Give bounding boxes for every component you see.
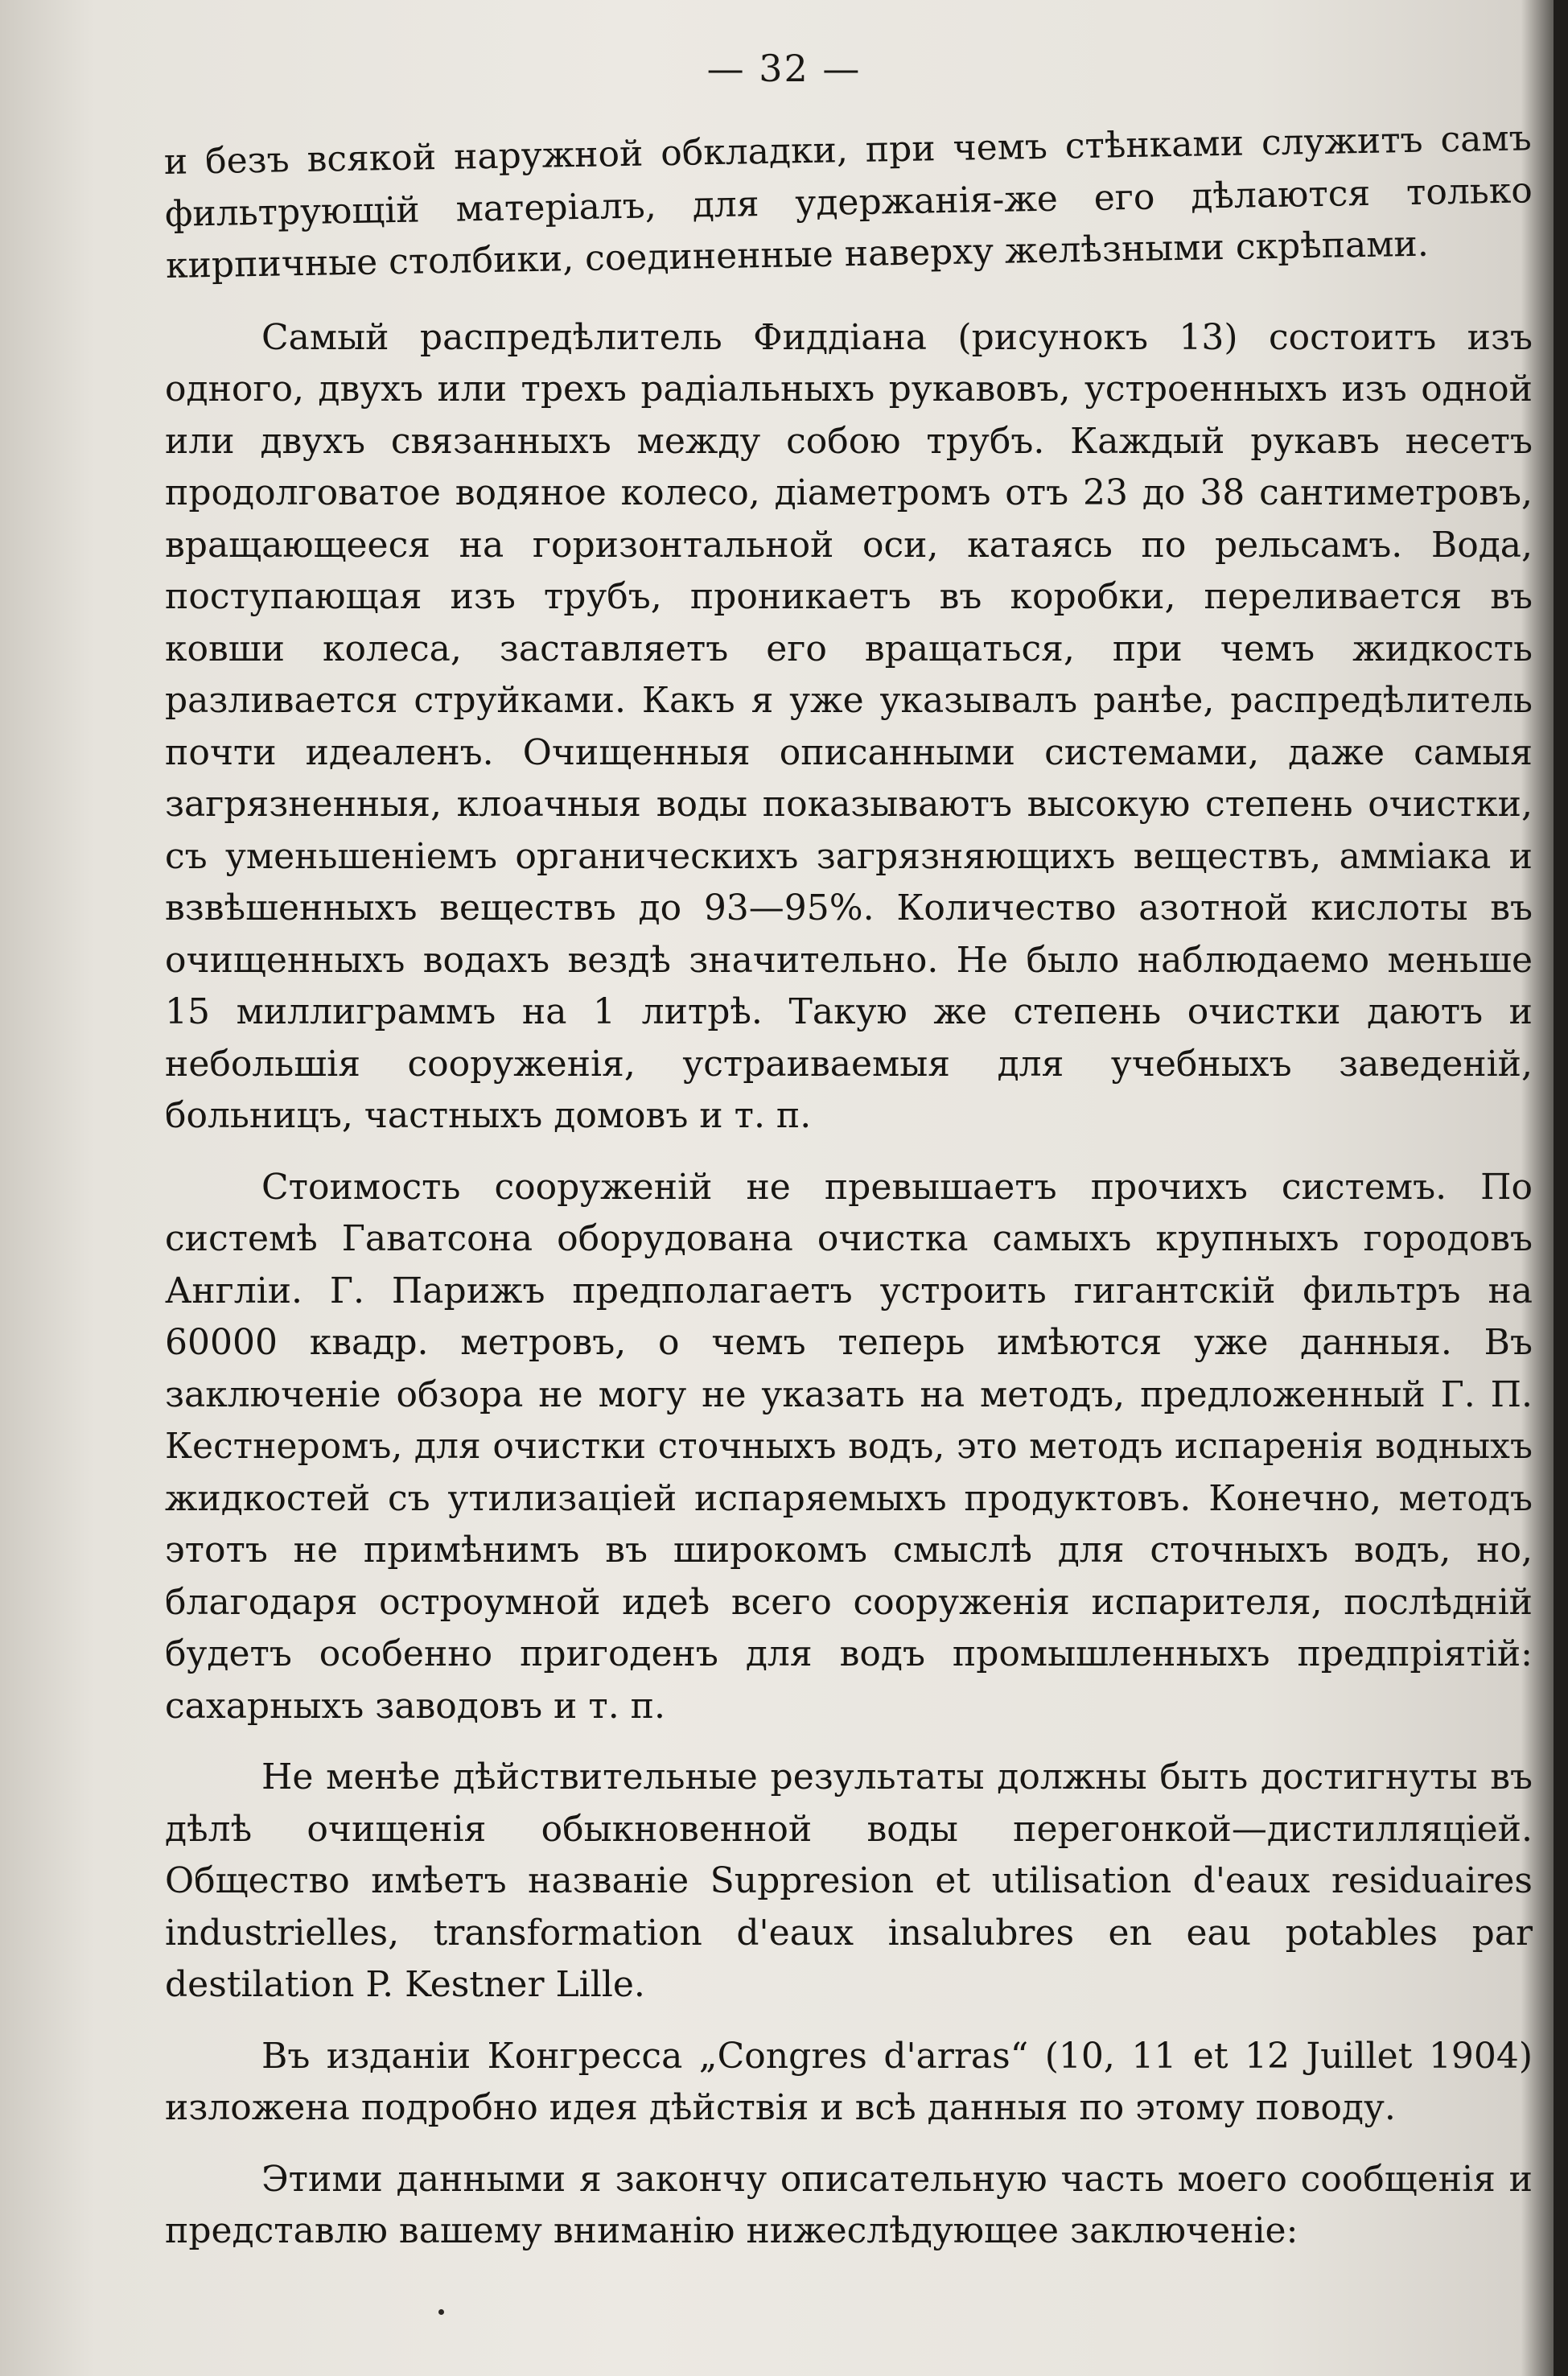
ink-speck (438, 2309, 444, 2315)
paragraph-1: и безъ всякой наружной обкладки, при чемъ стѣнками служитъ самъ фильтрующiй матерiалъ, для удержанiя-же его дѣлаются только кирпичные столбики, соединенные наверху желѣзными скрѣпами. (163, 117, 1533, 286)
page-edge-shadow (1554, 0, 1568, 2376)
paragraph-6: Этими данными я закончу описательную часть моего сообщенiя и представлю вашему вниманiю нижеслѣдующее заключенiе: (165, 2158, 1533, 2251)
paragraph-4: Не менѣе дѣйствительные результаты должны быть достигнуты въ дѣлѣ очищенiя обыкновенной воды перегонкой—дистилляцiей. Общество имѣетъ названiе Suppresion et utilisation d'eaux residuaires industrielles, transformation d'eaux insalubres en eau potables par destilation P. Kestner Lille. (165, 1756, 1533, 2005)
paragraph-2: Самый распредѣлитель Фиддiана (рисунокъ 13) состоитъ изъ одного, двухъ или трехъ радiальныхъ рукавовъ, устроенныхъ изъ одной или двухъ связанныхъ между собою трубъ. Каждый рукавъ несетъ продолговатое водяное колесо, дiаметромъ отъ 23 до 38 сантиметровъ, вращающееся на горизонтальной оси, катаясь по рельсамъ. Вода, поступающая изъ трубъ, проникаетъ въ коробки, переливается въ ковши колеса, заставляетъ его вращаться, при чемъ жидкость разливается струйками. Какъ я уже указывалъ ранѣе, распредѣлитель почти идеаленъ. Очищенныя описанными системами, даже самыя загрязненныя, клоачныя воды показываютъ высокую степень очистки, съ уменьшенiемъ органическихъ загрязняющихъ веществъ, амміака и взвѣшенныхъ веществъ до 93—95%. Количество азотной кислоты въ очищенныхъ водахъ вездѣ значительно. Не было наблюдаемо меньше 15 миллиграммъ на 1 литрѣ. Такую же степень очистки даютъ и небольшiя сооруженiя, устраиваемыя для учебныхъ заведенiй, больницъ, частныхъ домовъ и т. п. (165, 316, 1533, 1136)
paragraph-3: Стоимость сооруженiй не превышаетъ прочихъ системъ. По системѣ Гаватсона оборудована очистка самыхъ крупныхъ городовъ Англiи. Г. Парижъ предполагаетъ устроить гигантскiй фильтръ на 60000 квадр. метровъ, о чемъ теперь имѣются уже данныя. Въ заключенiе обзора не могу не указать на методъ, предложенный Г. П. Кестнеромъ, для очистки сточныхъ водъ, это методъ испаренiя водныхъ жидкостей съ утилизацiей испаряемыхъ продуктовъ. Конечно, методъ этотъ не примѣнимъ въ широкомъ смыслѣ для сточныхъ водъ, но, благодаря остроумной идеѣ всего сооруженiя испарителя, послѣднiй будетъ особенно пригоденъ для водъ промышленныхъ предпрiятiй: сахарныхъ заводовъ и т. п. (165, 1166, 1533, 1727)
paragraph-5: Въ изданiи Конгресса „Congres d'arras“ (10, 11 et 12 Juillet 1904) изложена подробно идея дѣйствiя и всѣ данныя по этому поводу. (165, 2035, 1533, 2128)
page-body-text (163, 117, 1533, 2277)
page-number: — 32 — (706, 47, 862, 90)
